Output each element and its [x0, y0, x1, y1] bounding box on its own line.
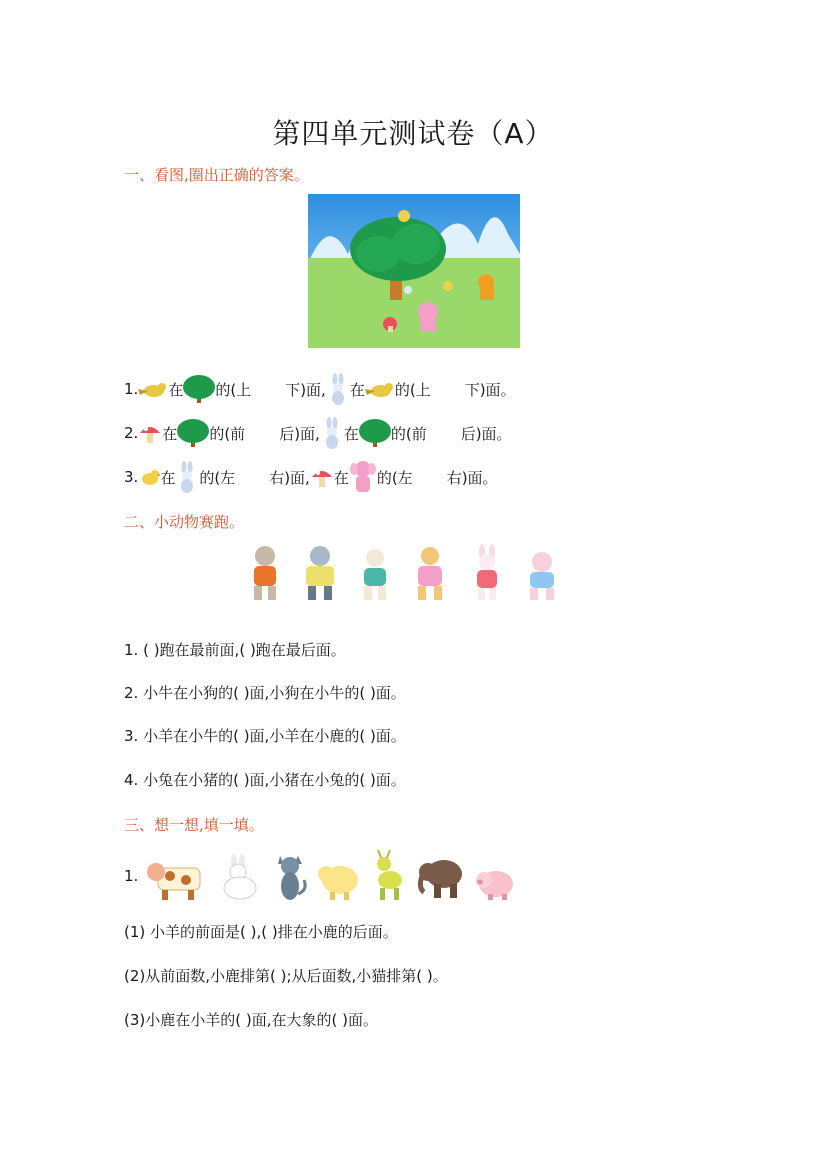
dog-icon — [246, 544, 284, 602]
race-animals-row — [246, 544, 564, 602]
rabbit-icon — [468, 544, 506, 602]
section1-question-2: 2. 在 的(前 后)面, 在 的(前 后)面。 — [124, 418, 512, 448]
mushroom-icon — [310, 465, 334, 489]
rabbit-icon — [320, 417, 344, 449]
tree-icon — [177, 419, 209, 447]
cow-icon — [146, 854, 206, 902]
section1-question-3: 3. 在 的(左 右)面, 在 的(左 右)面。 — [124, 462, 498, 492]
bird-icon — [138, 379, 168, 399]
section3-heading: 三、想一想,填一填。 — [124, 816, 264, 834]
mushroom-icon — [138, 421, 162, 445]
elephant-icon — [416, 852, 466, 902]
tree-icon — [183, 375, 215, 403]
pig-icon — [520, 544, 564, 602]
rabbit-icon — [326, 373, 350, 405]
rabbit-icon — [175, 461, 199, 493]
pig-icon — [474, 862, 516, 902]
section3-item-2: (2)从前面数,小鹿排第( );从后面数,小猫排第( )。 — [124, 966, 448, 985]
chick-icon — [138, 467, 160, 487]
section2-item-3: 3. 小羊在小牛的( )面,小羊在小鹿的( )面。 — [124, 726, 406, 745]
question-number: 1. — [124, 380, 139, 398]
question-number: 3. — [124, 468, 139, 486]
forest-scene-image — [308, 194, 520, 348]
cat-icon — [272, 850, 308, 902]
section2-heading: 二、小动物赛跑。 — [124, 513, 245, 531]
elephant-icon — [349, 460, 377, 494]
goat-icon — [356, 544, 394, 602]
section1-heading: 一、看图,圈出正确的答案。 — [124, 166, 309, 184]
queue-animals-row — [146, 848, 516, 902]
cow-icon — [298, 544, 342, 602]
deer-icon — [368, 848, 408, 902]
question-number: 2. — [124, 424, 139, 442]
bird-icon — [365, 379, 395, 399]
section2-item-2: 2. 小牛在小狗的( )面,小狗在小牛的( )面。 — [124, 683, 406, 702]
section3-question-1-label: 1. — [124, 867, 139, 885]
section2-item-1: 1. ( )跑在最前面,( )跑在最后面。 — [124, 640, 346, 659]
tree-icon — [359, 419, 391, 447]
deer-icon — [408, 544, 454, 602]
section3-item-1: (1) 小羊的前面是( ),( )排在小鹿的后面。 — [124, 922, 398, 941]
rabbit-icon — [214, 854, 264, 902]
section2-item-4: 4. 小兔在小猪的( )面,小猪在小兔的( )面。 — [124, 770, 406, 789]
section3-item-3: (3)小鹿在小羊的( )面,在大象的( )面。 — [124, 1010, 378, 1029]
page-title: 第四单元测试卷（A） — [272, 117, 554, 150]
sheep-icon — [316, 856, 360, 902]
section1-question-1: 1. 在 的(上 下)面, 在 的(上 下)面。 — [124, 374, 516, 404]
